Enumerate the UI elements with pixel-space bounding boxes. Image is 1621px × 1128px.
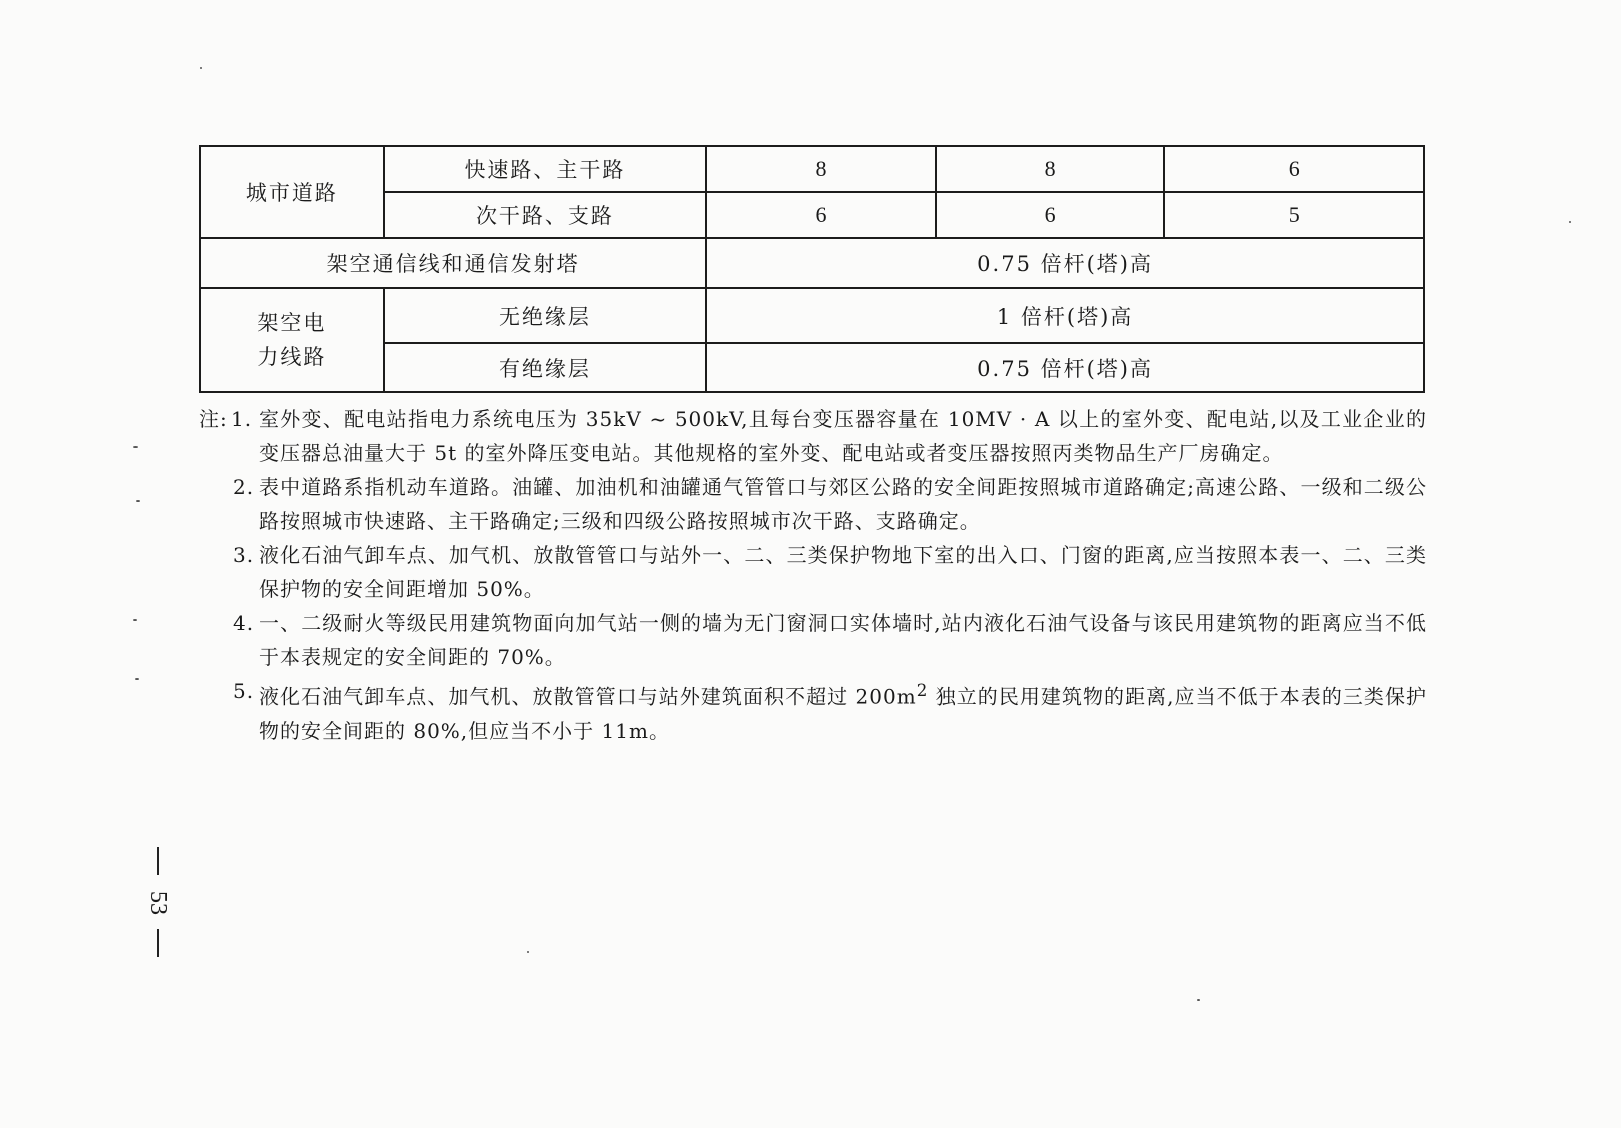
power-line-value: 1 倍杆(塔)高: [706, 288, 1424, 343]
note-text: [259, 674, 1427, 748]
note-number: 4.: [233, 611, 255, 635]
scan-speck: [133, 619, 137, 621]
table-row: [200, 146, 1424, 192]
value-cell: 5: [1164, 192, 1424, 238]
note-item: [199, 606, 1427, 674]
table-row: [200, 343, 1424, 392]
scan-speck: [527, 951, 529, 953]
road-type-cell: 次干路、支路: [384, 192, 706, 238]
table-row: [200, 288, 1424, 343]
page-number-rule: [157, 847, 159, 875]
value-cell: 6: [1164, 146, 1424, 192]
insulation-type-cell: 无绝缘层: [384, 288, 706, 343]
insulation-type-cell: 有绝缘层: [384, 343, 706, 392]
note-number: 1.: [231, 407, 253, 431]
power-line-value: 0.75 倍杆(塔)高: [706, 343, 1424, 392]
notes-prefix: 注:: [199, 407, 228, 431]
note-text: 一、二级耐火等级民用建筑物面向加气站一侧的墙为无门窗洞口实体墙时,站内液化石油气设备与该民用建筑物的距离应当不低于本表规定的安全间距的 70%。: [259, 611, 1427, 669]
note-number: 3.: [233, 543, 255, 567]
note-item: [199, 538, 1427, 606]
scan-speck: [1197, 999, 1200, 1001]
value-cell: 8: [706, 146, 936, 192]
page-number-text: 53: [145, 891, 171, 915]
scan-speck: [135, 678, 139, 680]
table-row: [200, 192, 1424, 238]
superscript: 2: [916, 681, 929, 700]
value-cell: 6: [706, 192, 936, 238]
note-number: 5.: [233, 679, 255, 703]
page-number-rule: [157, 929, 159, 957]
power-line-label-line2: 力线路: [257, 345, 327, 369]
telecom-label: 架空通信线和通信发射塔: [200, 238, 706, 288]
value-cell: 6: [936, 192, 1165, 238]
safety-distance-table: [199, 145, 1425, 393]
note-text: 表中道路系指机动车道路。油罐、加油机和油罐通气管管口与郊区公路的安全间距按照城市道路确定;高速公路、一级和二级公路按照城市快速路、主干路确定;三级和四级公路按照城市次干路、支路确定。: [259, 475, 1427, 533]
value-cell: 8: [936, 146, 1165, 192]
note-item: [199, 674, 1427, 748]
scan-speck: [200, 67, 202, 69]
note-text-part: 独立的民用建筑物的距离,应当不低于本表的三类保护物的安全间距的 80%,但应当不小于 11m。: [259, 684, 1427, 743]
urban-road-label: 城市道路: [200, 146, 384, 238]
scan-speck: [133, 446, 138, 448]
scan-speck: [136, 500, 140, 502]
table-row: [200, 238, 1424, 288]
road-type-cell: 快速路、主干路: [384, 146, 706, 192]
table-notes: [199, 402, 1427, 748]
telecom-value: 0.75 倍杆(塔)高: [706, 238, 1424, 288]
note-text: 室外变、配电站指电力系统电压为 35kV ~ 500kV,且每台变压器容量在 10MV · A 以上的室外变、配电站,以及工业企业的变压器总油量大于 5t 的室外降压变电站。其他规格的室外变、配电站或者变压器按照丙类物品生产厂房确定。: [259, 407, 1427, 465]
power-line-label: [200, 288, 384, 392]
page-number: [145, 847, 171, 957]
scan-speck: [1569, 221, 1571, 223]
note-item: [199, 470, 1427, 538]
note-text-part: 液化石油气卸车点、加气机、放散管管口与站外建筑面积不超过 200m: [259, 684, 917, 709]
note-number: 2.: [233, 475, 255, 499]
note-text: 液化石油气卸车点、加气机、放散管管口与站外一、二、三类保护物地下室的出入口、门窗的距离,应当按照本表一、二、三类保护物的安全间距增加 50%。: [259, 543, 1427, 601]
power-line-label-line1: 架空电: [257, 311, 327, 335]
note-item: [199, 402, 1427, 470]
